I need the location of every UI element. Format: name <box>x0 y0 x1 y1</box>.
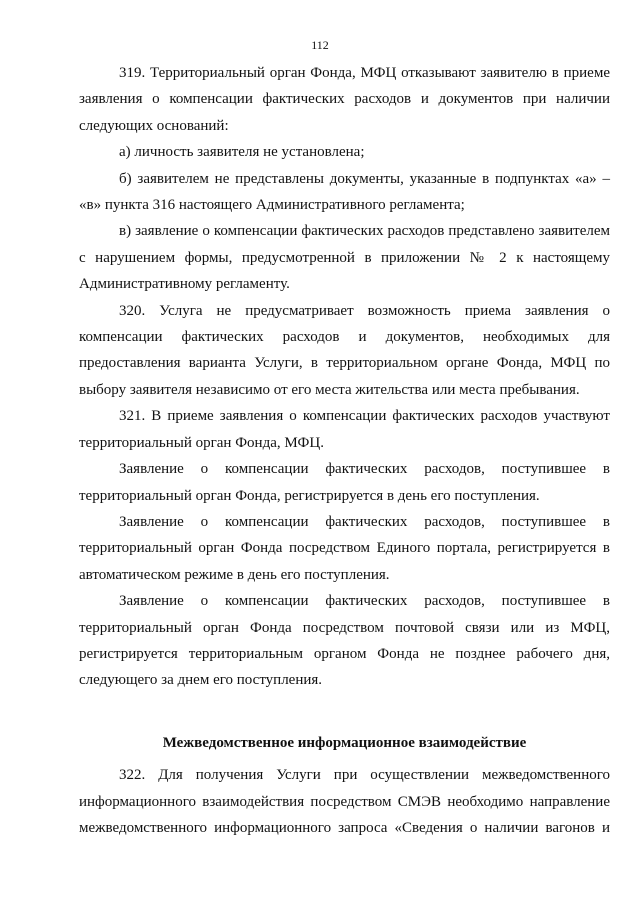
paragraph-319-a: а) личность заявителя не установлена; <box>119 144 365 161</box>
document-body <box>79 60 610 841</box>
paragraph-321: 321. В приеме заявления о компенсации фактических расходов участвуют территориальный орган Фонда, МФЦ. <box>79 408 610 451</box>
section-heading: Межведомственное информационное взаимодействие <box>162 734 527 751</box>
paragraph-319-v: в) заявление о компенсации фактических расходов представлено заявителем с нарушением формы, предусмотренной в приложении № 2 к настоящему Административному регламенту. <box>79 223 610 293</box>
page-number: 112 <box>311 38 329 52</box>
paragraph-321-post: Заявление о компенсации фактических расходов, поступившее в территориальный орган Фонда посредством почтовой связи или из МФЦ, регистрируется территориальным органом Фонда не позднее рабочего дня, следующего за днем его поступления. <box>79 593 610 689</box>
paragraph-321-portal: Заявление о компенсации фактических расходов, поступившее в территориальный орган Фонда посредством Единого портала, регистрируется в автоматическом режиме в день его поступления. <box>79 513 610 583</box>
paragraph-320: 320. Услуга не предусматривает возможность приема заявления о компенсации фактических расходов и документов, необходимых для предоставления варианта Услуги, в территориальном органе Фонда, МФЦ по выбору заявителя независимо от его места жительства или места пребывания. <box>79 302 610 398</box>
paragraph-321-registration: Заявление о компенсации фактических расходов, поступившее в территориальный орган Фонда, регистрируется в день его поступления. <box>79 461 610 504</box>
paragraph-319-b: б) заявителем не представлены документы, указанные в подпунктах «а» – «в» пункта 316 настоящего Административного регламента; <box>79 170 610 214</box>
paragraph-322: 322. Для получения Услуги при осуществлении межведомственного информационного взаимодействия посредством СМЭВ необходимо направление межведомственного информационного запроса «Сведения о наличии вагонов и <box>79 767 610 836</box>
paragraph-319: 319. Территориальный орган Фонда, МФЦ отказывают заявителю в приеме заявления о компенсации фактических расходов и документов при наличии следующих оснований: <box>79 65 610 134</box>
